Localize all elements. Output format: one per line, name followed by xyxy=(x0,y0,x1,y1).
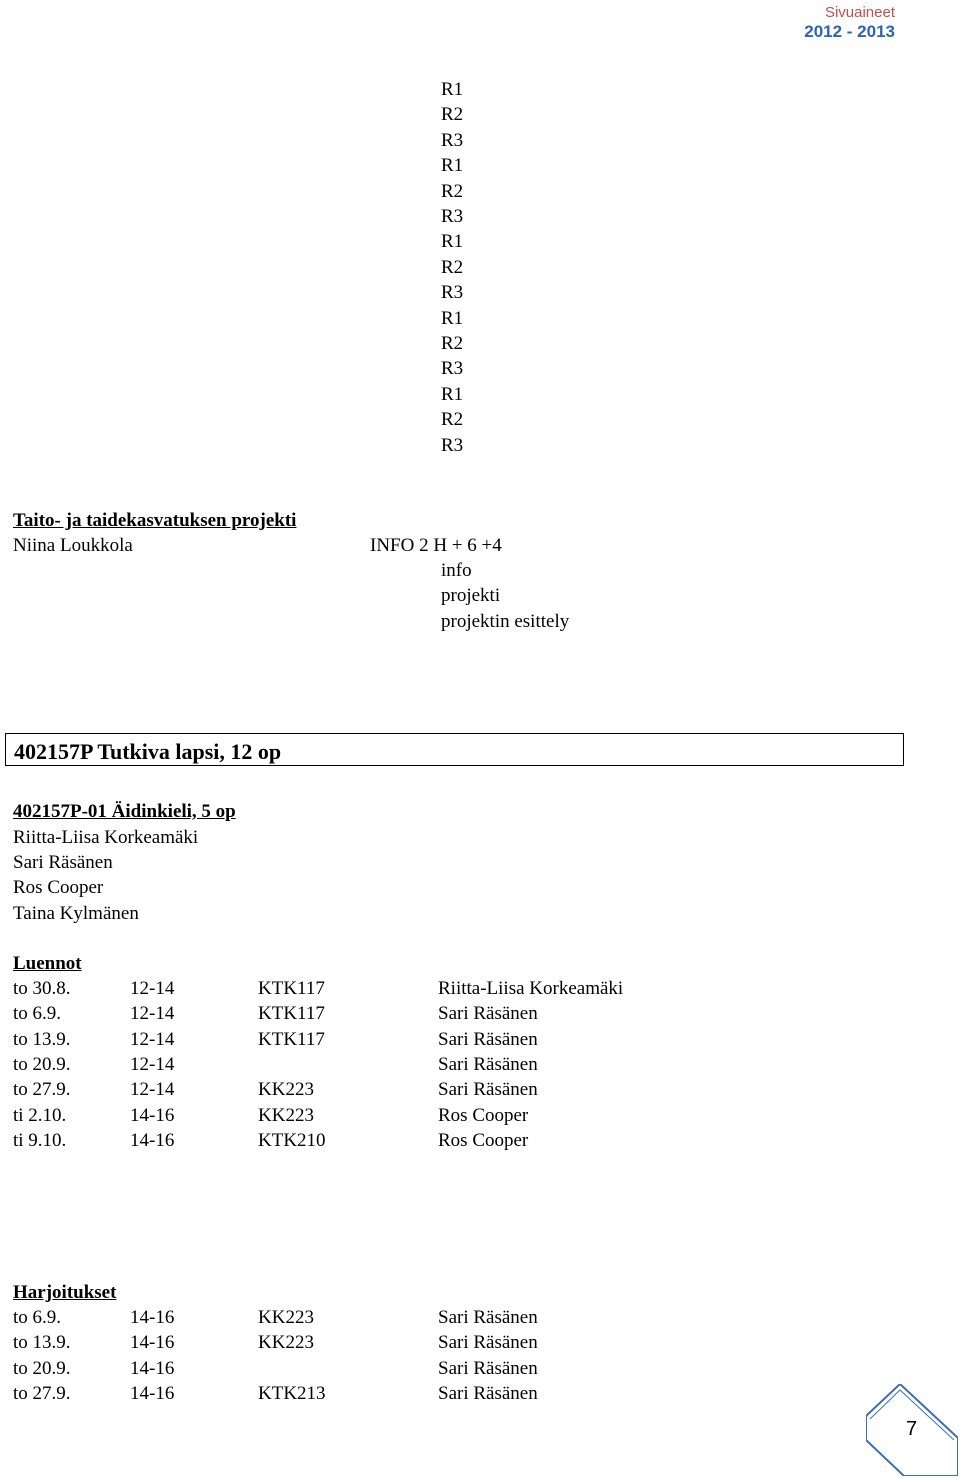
r-list-item: R2 xyxy=(441,256,464,278)
cell-time: 12-14 xyxy=(130,1079,175,1101)
r-list-item: R3 xyxy=(441,206,464,227)
cell-teacher: Sari Räsänen xyxy=(438,1003,538,1025)
cell-date: to 27.9. xyxy=(13,1079,71,1101)
project-title: Taito- ja taidekasvatuksen projekti xyxy=(13,510,297,531)
cell-teacher: Ros Cooper xyxy=(438,1129,529,1151)
r-list-item: R3 xyxy=(441,282,464,304)
table-row xyxy=(0,1333,960,1355)
course-teacher: Sari Räsänen xyxy=(13,852,113,873)
r-list-item: R1 xyxy=(441,155,464,177)
cell-room: KK223 xyxy=(258,1307,314,1328)
cell-room: KK223 xyxy=(258,1104,314,1126)
course-teacher: Riitta-Liisa Korkeamäki xyxy=(13,827,199,848)
cell-teacher: Ros Cooper xyxy=(438,1104,529,1126)
cell-room: KTK210 xyxy=(258,1129,326,1151)
cell-teacher: Sari Räsänen xyxy=(438,1382,538,1404)
r-list-item: R1 xyxy=(441,231,464,253)
cell-teacher: Sari Räsänen xyxy=(438,1079,538,1101)
cell-time: 14-16 xyxy=(130,1357,175,1379)
cell-date: ti 9.10. xyxy=(13,1129,67,1151)
header-label: Sivuaineet xyxy=(824,4,895,21)
header-year: 2012 - 2013 xyxy=(804,22,895,41)
cell-date: to 30.8. xyxy=(13,978,71,999)
cell-time: 14-16 xyxy=(130,1307,175,1328)
course-title: 402157P Tutkiva lapsi, 12 op xyxy=(14,739,282,764)
course-teacher: Ros Cooper xyxy=(13,877,104,898)
cell-room: KTK117 xyxy=(258,1003,325,1025)
cell-teacher: Sari Räsänen xyxy=(438,1357,538,1379)
table-row xyxy=(0,1131,960,1153)
project-info-line: info xyxy=(441,560,472,581)
r-list-item: R1 xyxy=(441,307,464,329)
table-row xyxy=(0,1030,960,1052)
exercises-heading: Harjoitukset xyxy=(13,1282,117,1303)
table-row xyxy=(0,1308,960,1330)
page-number: 7 xyxy=(906,1418,918,1440)
project-info-line: projekti xyxy=(441,585,501,606)
course-title-box xyxy=(5,733,904,766)
r-list-item: R3 xyxy=(441,434,464,456)
cell-room: KTK213 xyxy=(258,1382,326,1404)
table-row xyxy=(0,1359,960,1381)
cell-time: 14-16 xyxy=(130,1129,175,1151)
cell-time: 12-14 xyxy=(130,1003,175,1025)
cell-room: KK223 xyxy=(258,1079,314,1101)
cell-time: 14-16 xyxy=(130,1332,175,1354)
table-row xyxy=(0,1106,960,1128)
project-teacher: Niina Loukkola xyxy=(13,535,133,556)
cell-teacher: Sari Räsänen xyxy=(438,1028,538,1050)
cell-teacher: Riitta-Liisa Korkeamäki xyxy=(438,978,624,999)
table-row xyxy=(0,1080,960,1102)
table-row xyxy=(0,1004,960,1026)
project-info-line: INFO 2 H + 6 +4 xyxy=(370,535,502,556)
project-info-line: projektin esittely xyxy=(441,611,570,632)
cell-date: to 6.9. xyxy=(13,1003,62,1025)
cell-time: 14-16 xyxy=(130,1382,175,1404)
cell-time: 12-14 xyxy=(130,978,175,999)
table-row xyxy=(0,1384,960,1406)
cell-date: to 6.9. xyxy=(13,1307,62,1328)
r-list-item: R2 xyxy=(441,180,464,202)
cell-date: ti 2.10. xyxy=(13,1104,67,1126)
r-list-item: R2 xyxy=(441,333,464,354)
cell-time: 14-16 xyxy=(130,1104,175,1126)
cell-room: KTK117 xyxy=(258,978,325,999)
r-list-item: R2 xyxy=(441,104,464,126)
cell-room: KK223 xyxy=(258,1332,314,1354)
r-list-item: R3 xyxy=(441,129,464,151)
cell-time: 12-14 xyxy=(130,1028,175,1050)
table-row xyxy=(0,979,960,1001)
cell-date: to 20.9. xyxy=(13,1357,71,1379)
cell-date: to 20.9. xyxy=(13,1053,71,1075)
table-row xyxy=(0,1055,960,1077)
r-list-item: R1 xyxy=(441,383,464,405)
lectures-heading: Luennot xyxy=(13,953,82,974)
cell-teacher: Sari Räsänen xyxy=(438,1307,538,1328)
cell-teacher: Sari Räsänen xyxy=(438,1332,538,1354)
course-teacher: Taina Kylmänen xyxy=(13,903,139,924)
cell-date: to 13.9. xyxy=(13,1028,71,1050)
cell-room: KTK117 xyxy=(258,1028,325,1050)
cell-time: 12-14 xyxy=(130,1053,175,1075)
cell-date: to 27.9. xyxy=(13,1382,71,1404)
r-list-item: R3 xyxy=(441,358,464,380)
cell-teacher: Sari Räsänen xyxy=(438,1053,538,1075)
subcourse-title: 402157P-01 Äidinkieli, 5 op xyxy=(13,801,236,822)
r-list-item: R1 xyxy=(441,79,464,100)
r-list-item: R2 xyxy=(441,409,464,431)
cell-date: to 13.9. xyxy=(13,1332,71,1354)
